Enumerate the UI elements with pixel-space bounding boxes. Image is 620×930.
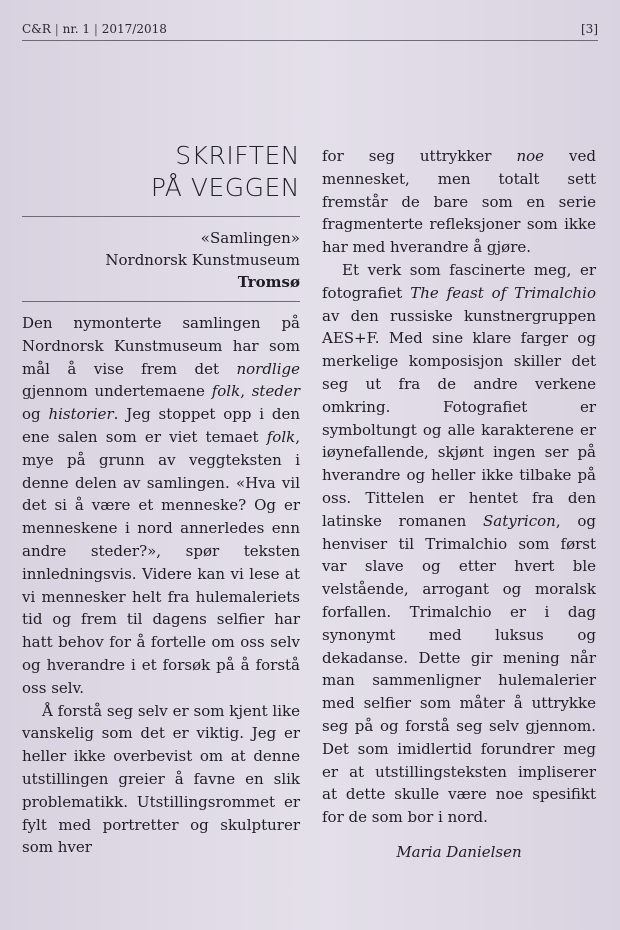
body-left bbox=[22, 312, 300, 859]
emphasis-nordlige: nordlige bbox=[236, 359, 300, 378]
emphasis-historier: historier bbox=[48, 405, 114, 424]
meta-divider bbox=[22, 301, 300, 302]
header-left: C&R | nr. 1 | 2017/2018 bbox=[22, 22, 167, 36]
review-meta bbox=[22, 227, 300, 293]
work-title: The feast of Trimalchio bbox=[410, 283, 596, 302]
emphasis-folk-2: folk bbox=[266, 427, 296, 446]
emphasis-steder: steder bbox=[251, 382, 300, 401]
paragraph-4: Et verk som fascinerte meg, er fotografiet The feast of Trimalchio av den russiske kunstnergruppen AES+F. Med sine klare farger og merkelige komposisjon skiller det seg ut fra de andre verkene omkring. Fotografiet er symboltungt og alle karakterene er iøynefallende, skjønt ingen ser på hverandre og heller ikke tilbake på oss. Tittelen er hentet fra den latinske romanen Satyricon, og henviser til Trimalchio som først var slave og etter hvert ble velstående, arrogant og moralsk forfallen. Trimalchio er i dag synonymt med luksus og dekadanse. Dette gir mening når man sammenligner hulemalerier med selfier som måter å uttrykke seg på og forstå seg selv gjennom. Det som imidlertid forundrer meg er at utstillingsteksten impliserer at dette skulle være noe spesifikt for de som bor i nord. bbox=[322, 260, 596, 827]
emphasis-folk: folk bbox=[211, 382, 241, 401]
city-name: Tromsø bbox=[237, 273, 300, 291]
left-column bbox=[22, 140, 300, 859]
museum-name: Nordnorsk Kunstmuseum bbox=[105, 251, 300, 269]
right-column bbox=[322, 145, 596, 861]
issue-number: nr. 1 bbox=[62, 22, 91, 36]
title-line-1: SKRIFTEN bbox=[175, 141, 300, 170]
article-title bbox=[22, 140, 300, 204]
author-signature: Maria Danielsen bbox=[396, 842, 522, 861]
title-divider bbox=[22, 216, 300, 217]
issue-year: 2017/2018 bbox=[101, 22, 167, 36]
journal-name: C&R bbox=[22, 22, 51, 36]
header-divider bbox=[22, 40, 598, 41]
page-number: [3] bbox=[581, 22, 598, 36]
body-right bbox=[322, 145, 596, 829]
novel-title: Satyricon bbox=[483, 511, 556, 530]
exhibition-name: «Samlingen» bbox=[200, 229, 300, 247]
paragraph-1: Den nymonterte samlingen på Nordnorsk Kunstmuseum har som mål å vise frem det nordlige gjennom undertemaene folk, steder og historier. Jeg stoppet opp i den ene salen som er viet temaet folk, mye på grunn av veggteksten i denne delen av samlingen. «Hva vil det si å være et menneske? Og er menneskene i nord annerledes enn andre steder?», spør teksten innledningsvis. Videre kan vi lese at vi mennesker helt fra hulemaleriets tid og frem til dagens selfier har hatt behov for å fortelle om oss selv og hverandre i et forsøk på å forstå oss selv. bbox=[22, 314, 300, 697]
title-line-2: PÅ VEGGEN bbox=[150, 173, 300, 202]
emphasis-noe: noe bbox=[516, 147, 545, 165]
paragraph-3: for seg uttrykker noe ved mennesket, men totalt sett fremstår de bare som en serie fragmenterte refleksjoner som ikke har med hverandre å gjøre. bbox=[322, 147, 596, 257]
paragraph-2: Å forstå seg selv er som kjent like vanskelig som det er viktig. Jeg er heller ikke overbevist om at denne utstillingen greier å favne en slik problematikk. Utstillingsrommet er fylt med portretter og skulpturer som hver bbox=[22, 701, 300, 857]
